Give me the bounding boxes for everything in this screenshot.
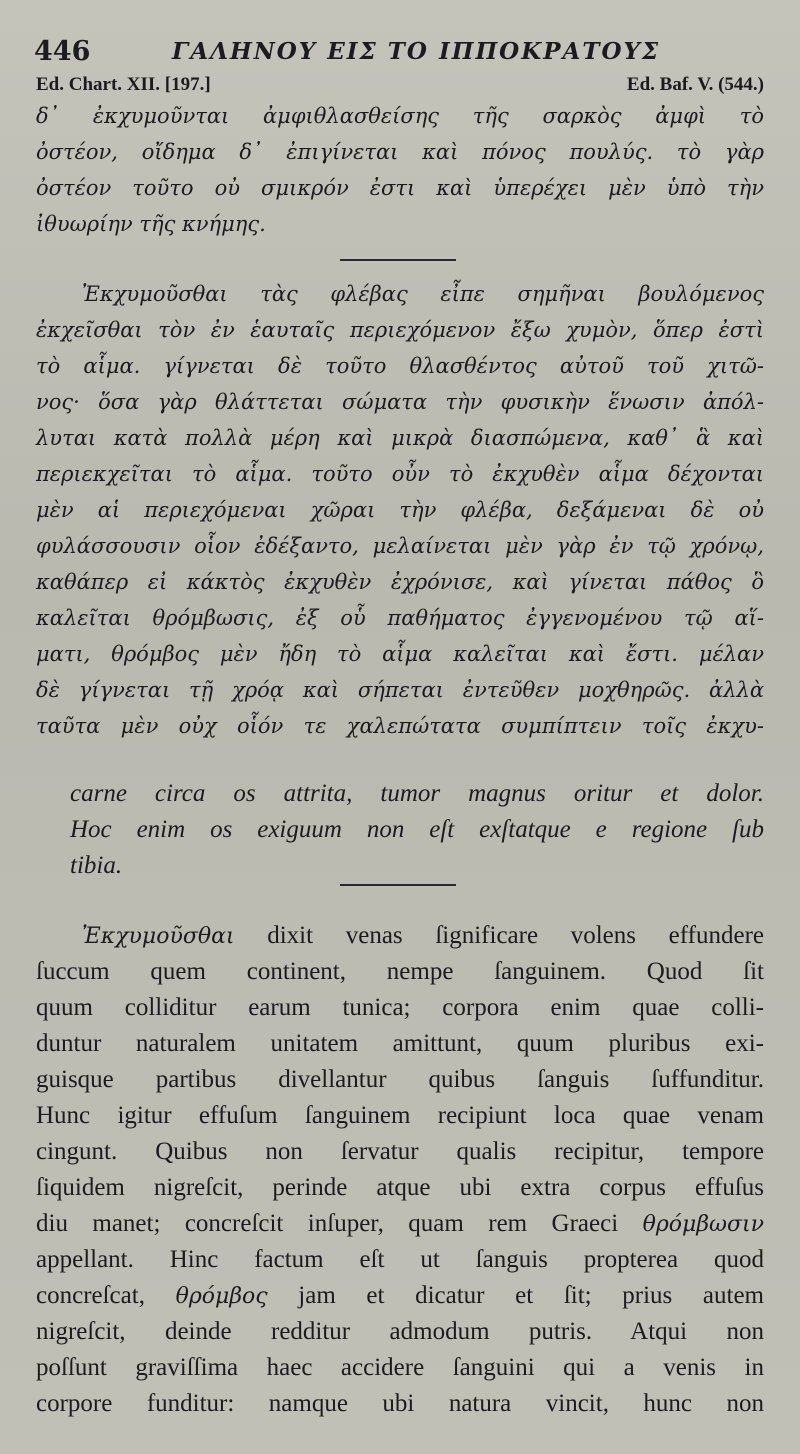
- text-line: καλεῖται θρόμβωσις, ἐξ οὗ παθήματος ἐγγενομένου τῷ αἵ-: [36, 606, 764, 630]
- text-line: [36, 918, 764, 954]
- latin-commentary: [36, 918, 764, 1422]
- text-line: καθάπερ εἰ κάκτὸς ἐκχυθὲν ἐχρόνισε, καὶ γίνεται πάθος ὃ: [36, 570, 764, 594]
- text-line: ὀστέον τοῦτο οὐ σμικρόν ἐστι καὶ ὑπερέχει μὲν ὑπὸ τὴν: [36, 176, 764, 200]
- text-line: duntur naturalem unitatem amittunt, quum pluribus exi-: [36, 1030, 764, 1057]
- page-number: 446: [34, 36, 91, 67]
- greek-commentary: [36, 276, 764, 744]
- greek-term: θρόμβος: [175, 1284, 268, 1309]
- greek-text-continuation: [36, 98, 764, 242]
- text-line: νος· ὅσα γὰρ θλάττεται σώματα τὴν φυσικὴν ἕνωσιν ἀπόλ-: [36, 390, 764, 414]
- edition-references: [34, 74, 764, 100]
- edition-left: Ed. Chart. XII. [197.]: [36, 74, 211, 95]
- text-line: tibia.: [70, 852, 123, 879]
- text-line: [36, 1278, 764, 1314]
- text-line: ὀστέον, οἴδημα δ᾽ ἐπιγίνεται καὶ πόνος πουλύς. τὸ γὰρ: [36, 140, 764, 164]
- text-line: τὸ αἷμα. γίγνεται δὲ τοῦτο θλασθέντος αὐτοῦ τοῦ χιτῶ-: [36, 354, 764, 378]
- text-line: ſuccum quem continent, nempe ſanguinem. Quod ſit: [36, 958, 764, 985]
- text-segment: dixit venas ſignificare volens effundere: [234, 922, 764, 949]
- greek-term: Ἐκχυμοῦσθαι: [82, 924, 235, 949]
- text-line: appellant. Hinc factum eſt ut ſanguis propterea quod: [36, 1246, 764, 1273]
- text-line: περιεκχεῖται τὸ αἷμα. τοῦτο οὖν τὸ ἐκχυθὲν αἷμα δέχονται: [36, 462, 764, 486]
- text-line: carne circa os attrita, tumor magnus oritur et dolor.: [70, 780, 764, 807]
- running-title: ΓΑΛΗΝΟΥ ΕΙΣ ΤΟ ΙΠΠΟΚΡΑΤΟΥΣ: [172, 38, 661, 65]
- greek-term: θρόμβωσιν: [642, 1212, 764, 1237]
- edition-right: Ed. Baf. V. (544.): [626, 74, 764, 95]
- text-line: guisque partibus divellantur quibus ſanguis ſuffunditur.: [36, 1066, 764, 1093]
- text-line: ματι, θρόμβος μὲν ἤδη τὸ αἷμα καλεῖται καὶ ἔστι. μέλαν: [36, 642, 764, 666]
- text-line: nigreſcit, deinde redditur admodum putris. Atqui non: [36, 1318, 764, 1345]
- latin-translation: [70, 776, 764, 884]
- text-line: quum colliditur earum tunica; corpora enim quae colli-: [36, 994, 764, 1021]
- text-line: poſſunt graviſſima haec accidere ſanguini qui a venis in: [36, 1354, 764, 1381]
- text-line: Hoc enim os exiguum non eſt exſtatque e regione ſub: [70, 816, 764, 843]
- text-line: λυται κατὰ πολλὰ μέρη καὶ μικρὰ διασπώμενα, καθ᾽ ἃ καὶ: [36, 426, 764, 450]
- text-segment: jam et dicatur et ſit; prius autem: [267, 1282, 764, 1309]
- page-header: [34, 30, 770, 70]
- text-line: Ἐκχυμοῦσθαι τὰς φλέβας εἶπε σημῆναι βουλόμενος: [82, 282, 764, 306]
- text-line: φυλάσσουσιν οἷον ἐδέξαντο, μελαίνεται μὲν γὰρ ἐν τῷ χρόνῳ,: [36, 534, 764, 558]
- text-line: μὲν αἱ περιεχόμεναι χῶραι τὴν φλέβα, δεξάμεναι δὲ οὐ: [36, 498, 764, 522]
- section-divider: [340, 259, 456, 261]
- text-line: ἰθυωρίην τῆς κνήμης.: [36, 212, 266, 236]
- text-line: Hunc igitur effuſum ſanguinem recipiunt loca quae venam: [36, 1102, 764, 1129]
- text-segment: concreſcat,: [36, 1282, 176, 1309]
- text-line: ſiquidem nigreſcit, perinde atque ubi extra corpus effuſus: [36, 1174, 764, 1201]
- text-line: ταῦτα μὲν οὐχ οἷόν τε χαλεπώτατα συμπίπτειν τοῖς ἐκχυ-: [36, 714, 764, 738]
- text-segment: diu manet; concreſcit inſuper, quam rem Graeci: [36, 1210, 643, 1237]
- text-line: δὲ γίγνεται τῇ χρόᾳ καὶ σήπεται ἐντεῦθεν μοχθηρῶς. ἀλλὰ: [36, 678, 764, 702]
- section-divider: [340, 884, 456, 886]
- text-line: δ᾽ ἐκχυμοῦνται ἀμφιθλασθείσης τῆς σαρκὸς ἀμφὶ τὸ: [36, 104, 764, 128]
- text-line: corpore funditur: namque ubi natura vincit, hunc non: [36, 1390, 764, 1417]
- text-line: ἐκχεῖσθαι τὸν ἐν ἑαυταῖς περιεχόμενον ἔξω χυμὸν, ὅπερ ἐστὶ: [36, 318, 764, 342]
- text-line: cingunt. Quibus non ſervatur qualis recipitur, tempore: [36, 1138, 764, 1165]
- text-line: [36, 1206, 764, 1242]
